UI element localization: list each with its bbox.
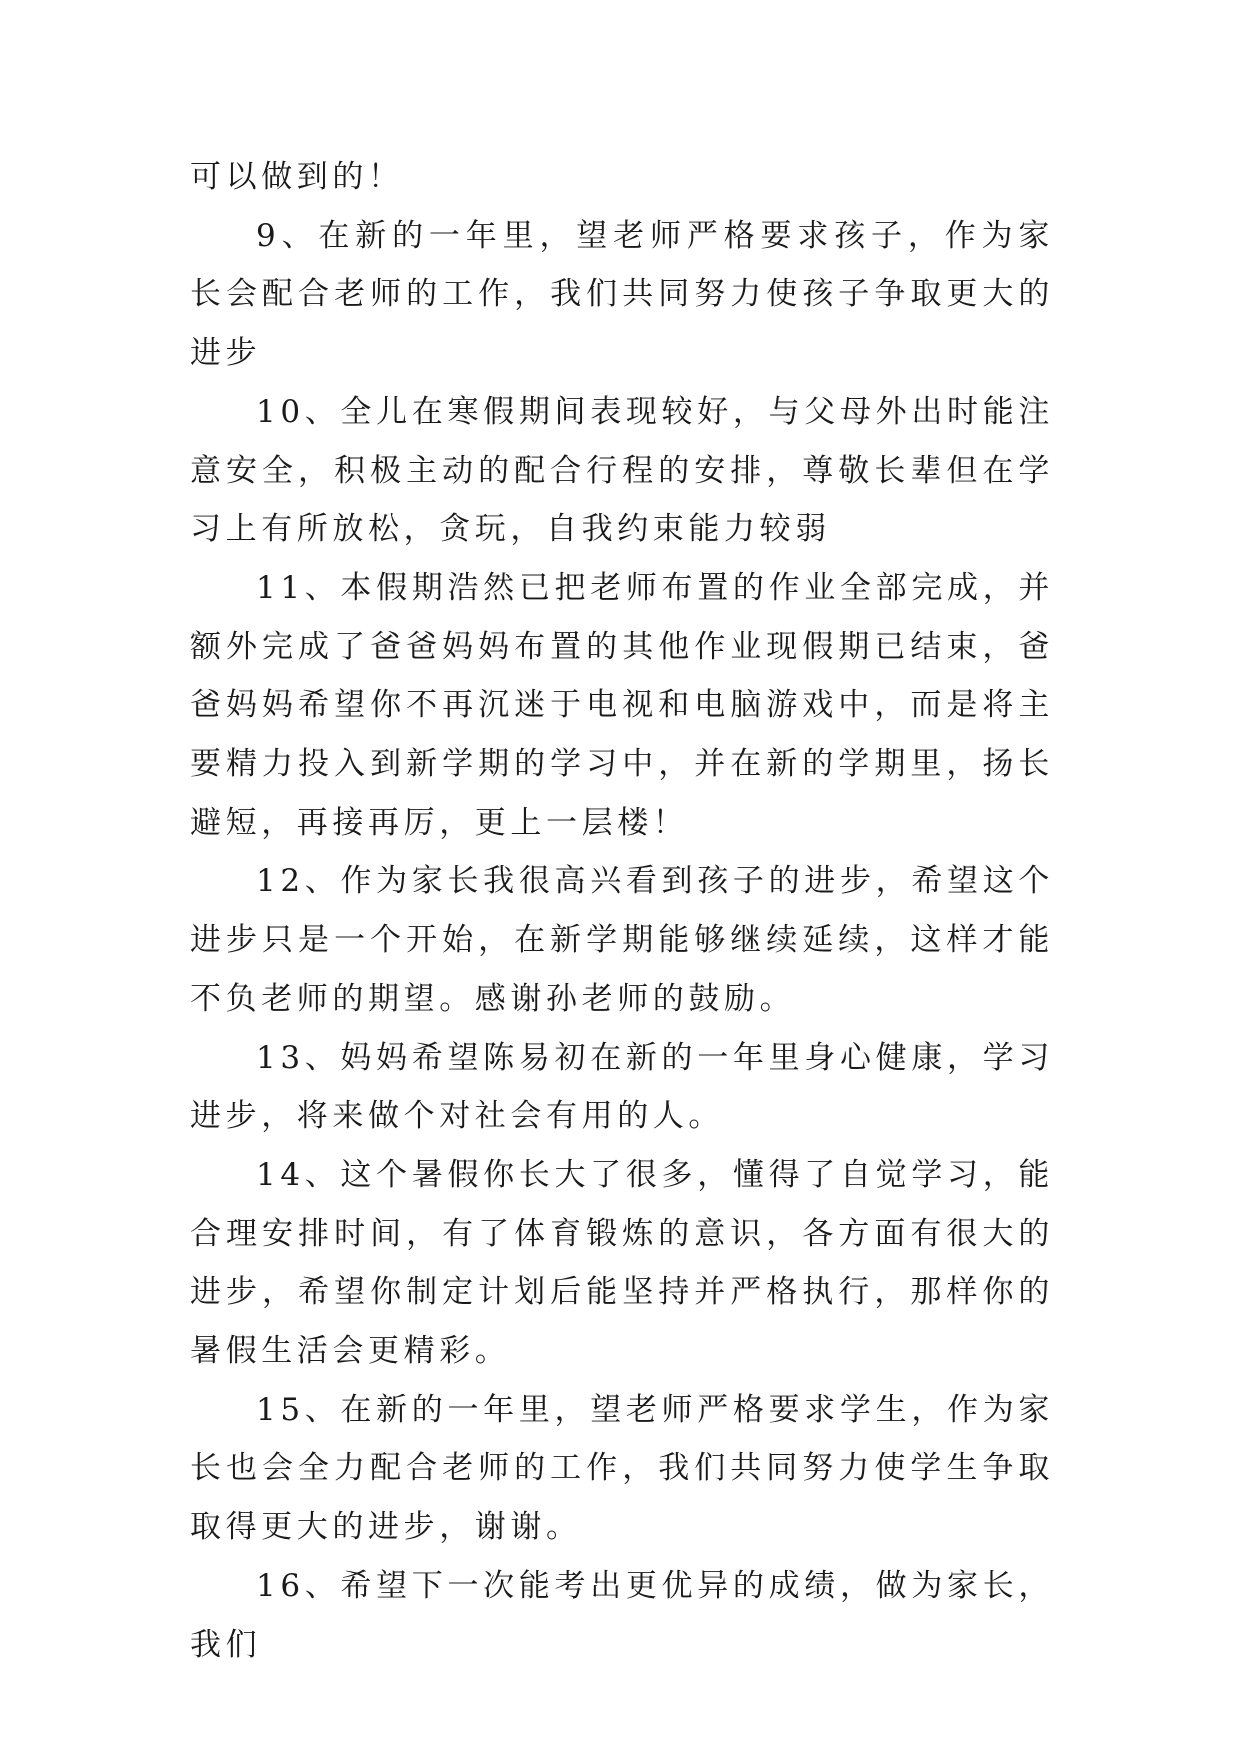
document-body: [190, 148, 1054, 1674]
paragraph-item-14: 14、这个暑假你长大了很多，懂得了自觉学习，能合理安排时间，有了体育锻炼的意识，各方面有很大的进步，希望你制定计划后能坚持并严格执行，那样你的暑假生活会更精彩。: [190, 1156, 1054, 1370]
paragraph-item-12: 12、作为家长我很高兴看到孩子的进步，希望这个进步只是一个开始，在新学期能够继续延续，这样才能不负老师的期望。感谢孙老师的鼓励。: [190, 863, 1054, 1017]
paragraph-item-16: 16、希望下一次能考出更优异的成绩，做为家长，我们: [190, 1567, 1054, 1663]
paragraph-continuation: 可以做到的！: [190, 159, 404, 195]
paragraph-item-10: 10、全儿在寒假期间表现较好，与父母外出时能注意安全，积极主动的配合行程的安排，尊敬长辈但在学习上有所放松，贪玩，自我约束能力较弱: [190, 393, 1054, 548]
paragraph-item-9: 9、在新的一年里，望老师严格要求孩子，作为家长会配合老师的工作，我们共同努力使孩子争取更大的进步: [190, 217, 1054, 372]
paragraph-item-11: 11、本假期浩然已把老师布置的作业全部完成，并额外完成了爸爸妈妈布置的其他作业现假期已结束，爸爸妈妈希望你不再沉迷于电视和电脑游戏中，而是将主要精力投入到新学期的学习中，并在新的学期里，扬长避短，再接再厉，更上一层楼！: [190, 569, 1054, 841]
paragraph-item-15: 15、在新的一年里，望老师严格要求学生，作为家长也会全力配合老师的工作，我们共同努力使学生争取取得更大的进步，谢谢。: [190, 1391, 1054, 1546]
paragraph-item-13: 13、妈妈希望陈易初在新的一年里身心健康，学习进步，将来做个对社会有用的人。: [190, 1039, 1054, 1135]
